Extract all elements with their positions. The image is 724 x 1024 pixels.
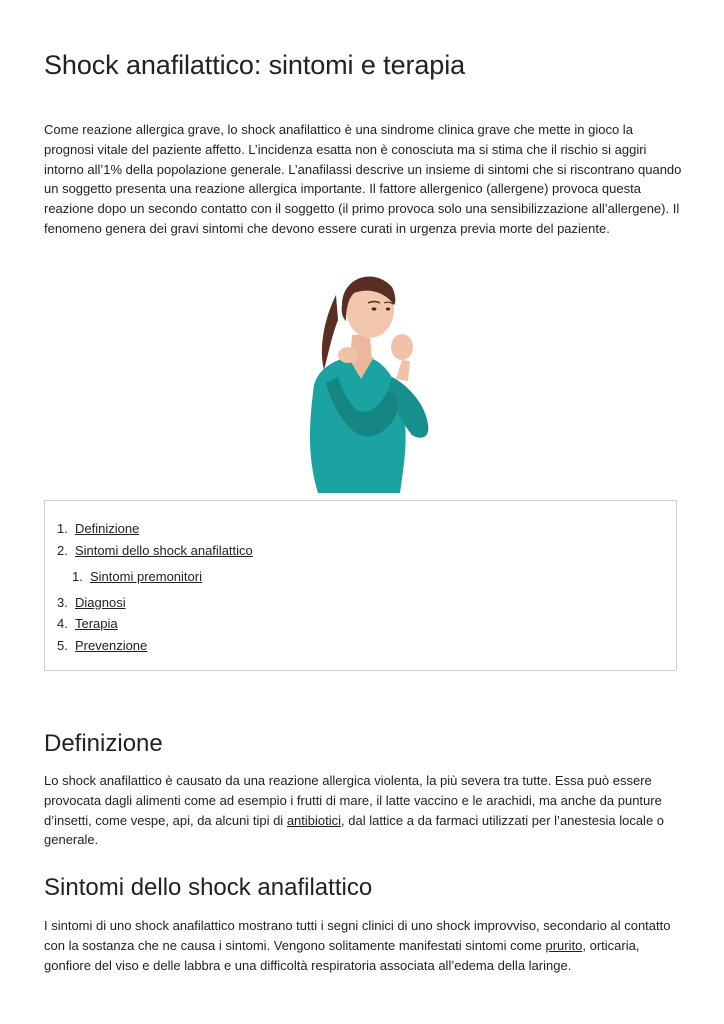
toc-link-prevenzione[interactable]: Prevenzione — [75, 638, 148, 653]
toc-link-sintomi-premonitori[interactable]: Sintomi premonitori — [90, 569, 202, 584]
toc-item-sintomi-premonitori[interactable] — [72, 569, 202, 584]
toc-number: 5. — [57, 638, 68, 653]
toc-link-terapia[interactable]: Terapia — [75, 616, 118, 631]
table-of-contents — [44, 500, 677, 671]
toc-link-definizione[interactable]: Definizione — [75, 521, 140, 536]
toc-item-prevenzione[interactable] — [57, 638, 147, 653]
page-title: Shock anafilattico: sintomi e terapia — [44, 50, 466, 80]
toc-link-sintomi[interactable]: Sintomi dello shock anafilattico — [75, 543, 253, 558]
sintomi-paragraph — [44, 916, 684, 975]
toc-item-sintomi[interactable] — [57, 543, 253, 558]
section-heading-sintomi: Sintomi dello shock anafilattico — [44, 874, 373, 901]
toc-item-terapia[interactable] — [57, 616, 118, 631]
intro-paragraph: Come reazione allergica grave, lo shock anafilattico è una sindrome clinica grave che mette in gioco la prognosi vitale del paziente affetto. L’incidenza esatta non è conosciuta ma si stima che il rischio si aggiri intorno all’1% della popolazione generale. L’anafilassi descrive un insieme di sintomi che si riscontrano quando un soggetto presenta una reazione allergica importante. Il fattore allergenico (allergene) provoca questa reazione dopo un secondo contatto con il soggetto (il primo provoca solo una sensibilizzazione all’allergene). Il fenomeno genera dei gravi sintomi che devono essere curati in urgenza previa morte del paziente. — [44, 122, 682, 236]
link-prurito[interactable]: prurito — [545, 937, 583, 953]
link-antibiotici[interactable]: antibiotici — [286, 812, 342, 828]
toc-number: 4. — [57, 616, 68, 631]
definizione-text-before: Lo shock anafilattico è causato da una reazione allergica violenta, la più severa tra tutte. Essa può essere provocata dagli alimenti come ad esempio i frutti di mare, il latte vaccino e le arachidi, ma anche da punture d’insetti, come vespe, api, da alcuni tipi di — [44, 773, 662, 828]
woman-coughing-illustration — [296, 265, 436, 493]
toc-item-definizione[interactable] — [57, 521, 139, 536]
sintomi-text-before: I sintomi di uno shock anafilattico mostrano tutti i segni clinici di uno shock improvviso, secondario al contatto con la sostanza che ne causa i sintomi. Vengono solitamente manifestati sintomi come — [44, 918, 671, 953]
definizione-text-after: , dal lattice a da farmaci utilizzati per l’anestesia locale o generale. — [44, 812, 665, 848]
section-heading-definizione: Definizione — [44, 730, 163, 757]
sintomi-text-after: , orticaria, gonfiore del viso e delle labbra e una difficoltà respiratoria associata all’edema della laringe. — [44, 937, 640, 973]
toc-number: 3. — [57, 595, 68, 610]
toc-item-diagnosi[interactable] — [57, 595, 126, 610]
definizione-paragraph — [44, 771, 684, 850]
woman-coughing-image — [296, 265, 436, 493]
toc-link-diagnosi[interactable]: Diagnosi — [75, 595, 126, 610]
toc-number: 2. — [57, 543, 68, 558]
toc-number: 1. — [57, 521, 68, 536]
toc-number: 1. — [72, 569, 83, 584]
